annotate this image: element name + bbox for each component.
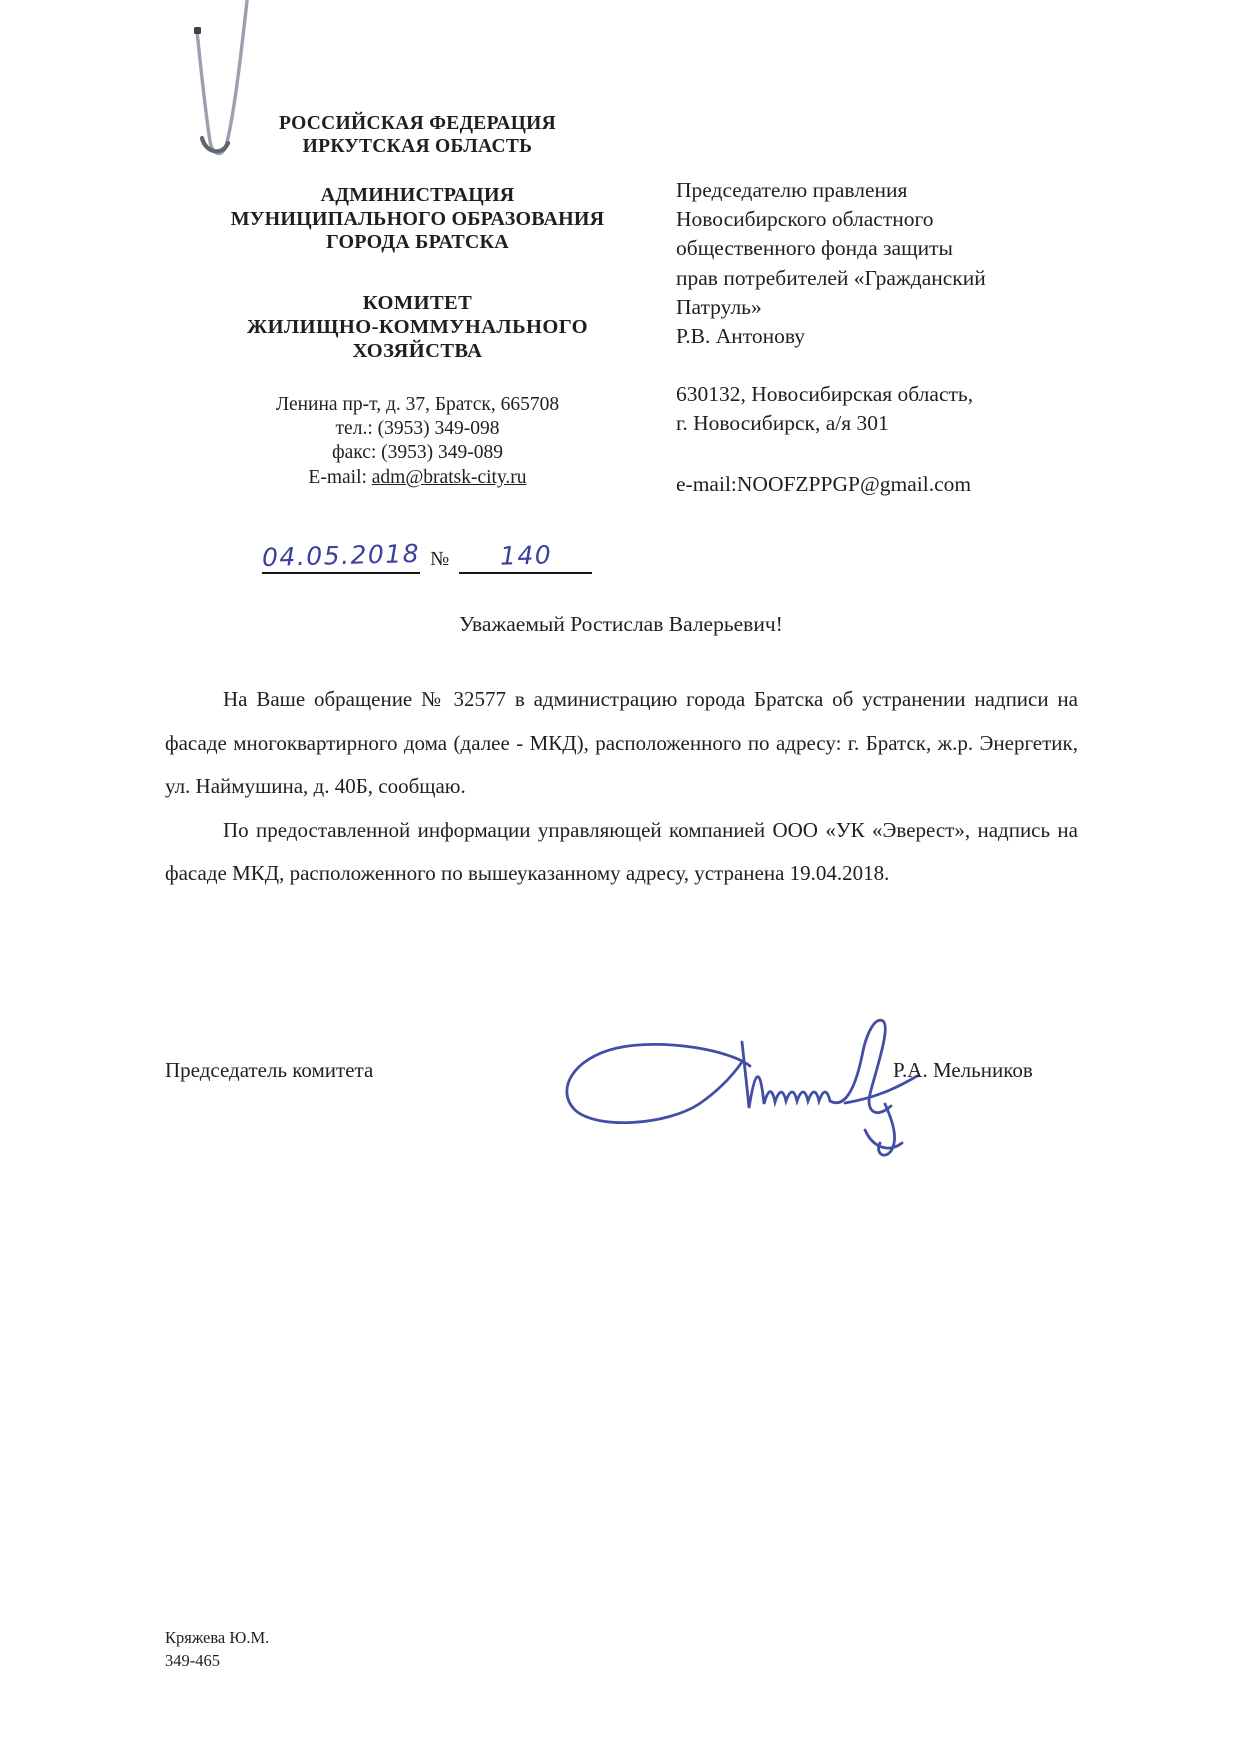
executor-footer bbox=[165, 1626, 269, 1672]
org-line-2: МУНИЦИПАЛЬНОГО ОБРАЗОВАНИЯ bbox=[230, 207, 605, 230]
signature-ink bbox=[545, 1012, 935, 1172]
recipient-address bbox=[676, 380, 1106, 438]
letterhead-committee bbox=[160, 291, 675, 363]
letterhead bbox=[160, 112, 675, 490]
recipient-line: Новосибирского областного bbox=[676, 207, 934, 232]
email-label: E-mail: bbox=[308, 466, 372, 488]
recipient-block bbox=[676, 176, 1106, 499]
body-paragraph-1: На Ваше обращение № 32577 в администрацию города Братска об устранении надписи на фасаде многоквартирного дома (далее - МКД), расположенного по адресу: г. Братск, ж.р. Энергетик, ул. Наймушина, д. 40Б, сообщаю. bbox=[165, 687, 1078, 799]
salutation: Уважаемый Ростислав Валерьевич! bbox=[459, 612, 783, 636]
executor-phone: 349-465 bbox=[165, 1651, 220, 1670]
recipient-line: прав потребителей «Гражданский bbox=[676, 265, 986, 290]
committee-line-2: ЖИЛИЩНО-КОММУНАЛЬНОГО bbox=[246, 315, 589, 338]
region-line: ИРКУТСКАЯ ОБЛАСТЬ bbox=[302, 136, 533, 157]
letterhead-country-region bbox=[160, 112, 675, 158]
number-underline bbox=[459, 541, 592, 574]
handwritten-date: 04.05.2018 bbox=[261, 538, 421, 573]
org-line-3: ГОРОДА БРАТСКА bbox=[326, 231, 509, 253]
recipient-address-line-1: 630132, Новосибирская область, bbox=[676, 382, 974, 407]
letterhead-contacts bbox=[160, 393, 675, 491]
committee-line-3: ХОЗЯЙСТВА bbox=[352, 339, 483, 362]
handwritten-number: 140 bbox=[499, 540, 553, 571]
letterhead-fax: факс: (3953) 349-089 bbox=[331, 442, 504, 464]
letterhead-address: Ленина пр-т, д. 37, Братск, 665708 bbox=[275, 393, 560, 415]
country-line: РОССИЙСКАЯ ФЕДЕРАЦИЯ bbox=[278, 113, 557, 134]
signatory-name: Р.А. Мельников bbox=[893, 1058, 1033, 1082]
letter-body bbox=[165, 678, 1078, 896]
recipient-line: общественного фонда защиты bbox=[676, 236, 953, 261]
recipient-name: Р.В. Антонову bbox=[676, 324, 806, 349]
letterhead-organization bbox=[160, 184, 675, 255]
org-line-1: АДМИНИСТРАЦИЯ bbox=[320, 184, 515, 206]
committee-line-1: КОМИТЕТ bbox=[362, 291, 473, 314]
date-underline bbox=[261, 538, 421, 574]
letterhead-email-line bbox=[160, 466, 675, 490]
signatory-title: Председатель комитета bbox=[165, 1058, 374, 1082]
body-paragraph-2: По предоставленной информации управляющей компанией ООО «УК «Эверест», надпись на фасаде МКД, расположенного по вышеуказанному адресу, устранена 19.04.2018. bbox=[165, 817, 1078, 886]
recipient-title bbox=[676, 176, 1106, 351]
letterhead-email: adm@bratsk-city.ru bbox=[371, 466, 527, 488]
recipient-address-line-2: г. Новосибирск, а/я 301 bbox=[676, 411, 889, 436]
recipient-line: Патруль» bbox=[676, 294, 762, 319]
letterhead-phone: тел.: (3953) 349-098 bbox=[335, 417, 500, 439]
recipient-email: e-mail:NOOFZPPGP@gmail.com bbox=[676, 471, 972, 496]
executor-name: Кряжева Ю.М. bbox=[165, 1628, 270, 1647]
recipient-line: Председателю правления bbox=[676, 178, 908, 202]
date-number-row bbox=[262, 528, 592, 574]
number-sign: № bbox=[430, 548, 450, 570]
